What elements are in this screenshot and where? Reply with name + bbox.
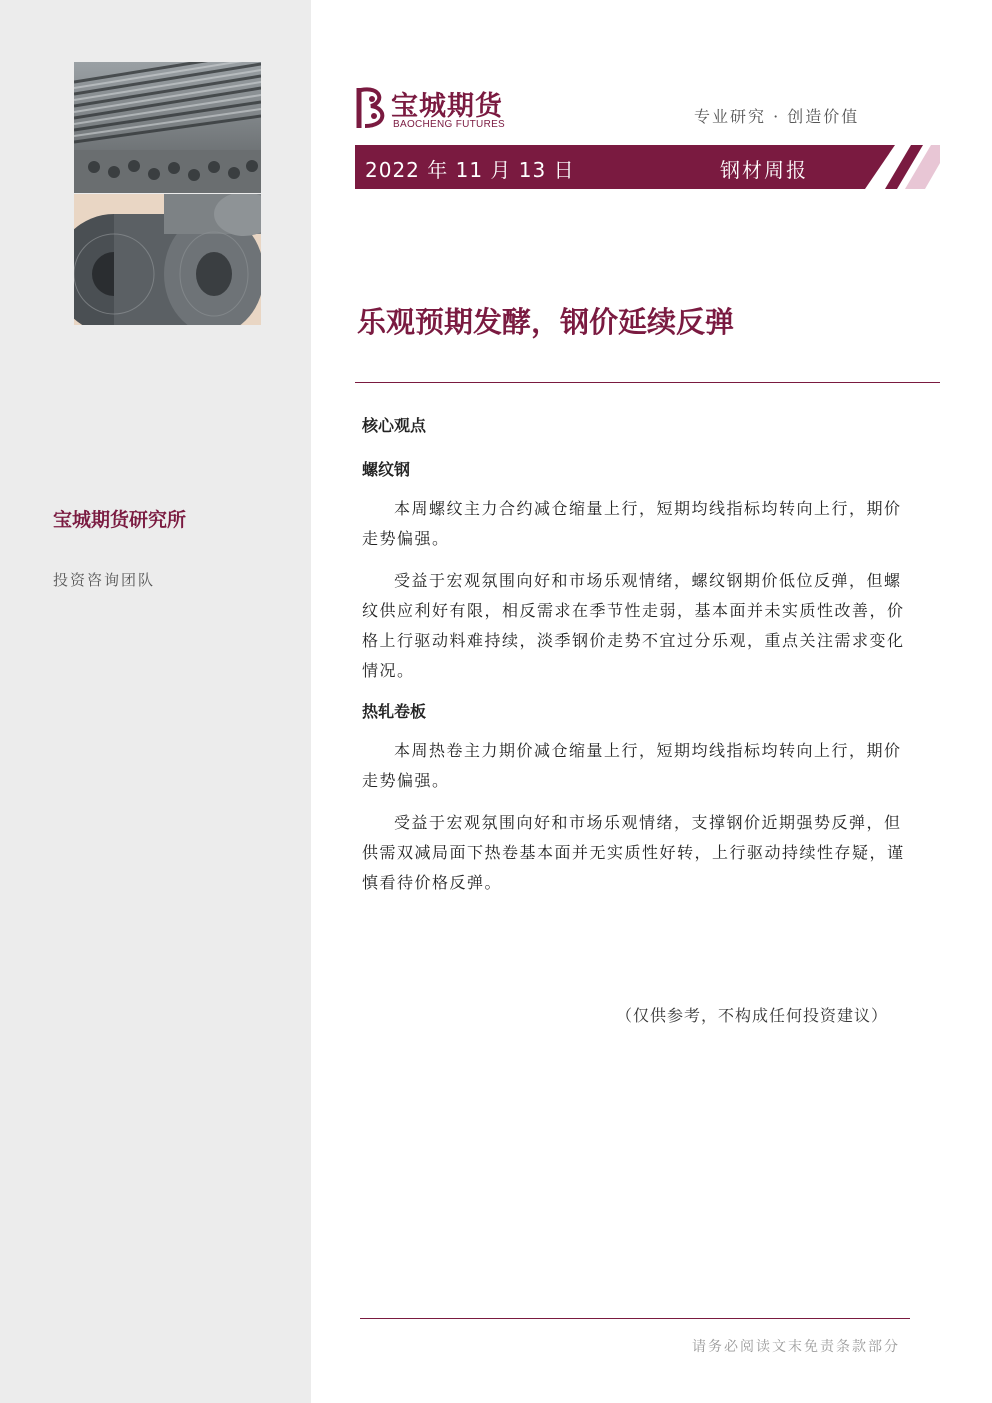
logo-name-en: BAOCHENG FUTURES <box>393 119 506 130</box>
report-content <box>362 412 910 910</box>
date-banner <box>355 145 940 189</box>
slogan: 专业研究 · 创造价值 <box>694 107 860 126</box>
footer-note: 请务必阅读文末免责条款部分 <box>692 1339 900 1355</box>
divider <box>355 382 940 383</box>
rebar-photo <box>74 62 261 193</box>
report-date: 2022 年 11 月 13 日 <box>365 158 575 182</box>
paragraph: 本周螺纹主力合约减仓缩量上行，短期均线指标均转向上行，期价走势偏强。 <box>362 499 902 548</box>
paragraph: 受益于宏观氛围向好和市场乐观情绪，螺纹钢期价低位反弹，但螺纹供应利好有限，相反需求在季节性走弱，基本面并未实质性改善，价格上行驱动料难持续，淡季钢价走势不宜过分乐观，重点关注需求变化情况。 <box>362 571 905 680</box>
company-logo <box>355 84 555 134</box>
team-name: 投资咨询团队 <box>53 571 156 589</box>
footer-divider <box>360 1318 910 1319</box>
paragraph: 本周热卷主力期价减仓缩量上行，短期均线指标均转向上行，期价走势偏强。 <box>362 741 902 790</box>
logo-mark-icon <box>355 84 391 130</box>
section-heading-rebar: 螺纹钢 <box>362 460 411 479</box>
sidebar <box>0 0 311 1403</box>
steel-coil-photo <box>74 194 261 325</box>
disclaimer: （仅供参考，不构成任何投资建议） <box>616 1006 889 1025</box>
core-view-heading: 核心观点 <box>362 416 427 435</box>
paragraph: 受益于宏观氛围向好和市场乐观情绪，支撑钢价近期强势反弹，但供需双减局面下热卷基本面并无实质性好转，上行驱动持续性存疑，谨慎看待价格反弹。 <box>362 813 905 892</box>
section-heading-hot-rolled-coil: 热轧卷板 <box>362 702 427 721</box>
logo-name-cn: 宝城期货 <box>391 91 503 122</box>
report-type: 钢材周报 <box>720 158 808 182</box>
institute-name: 宝城期货研究所 <box>53 509 187 531</box>
page-title: 乐观预期发酵，钢价延续反弹 <box>357 305 735 339</box>
